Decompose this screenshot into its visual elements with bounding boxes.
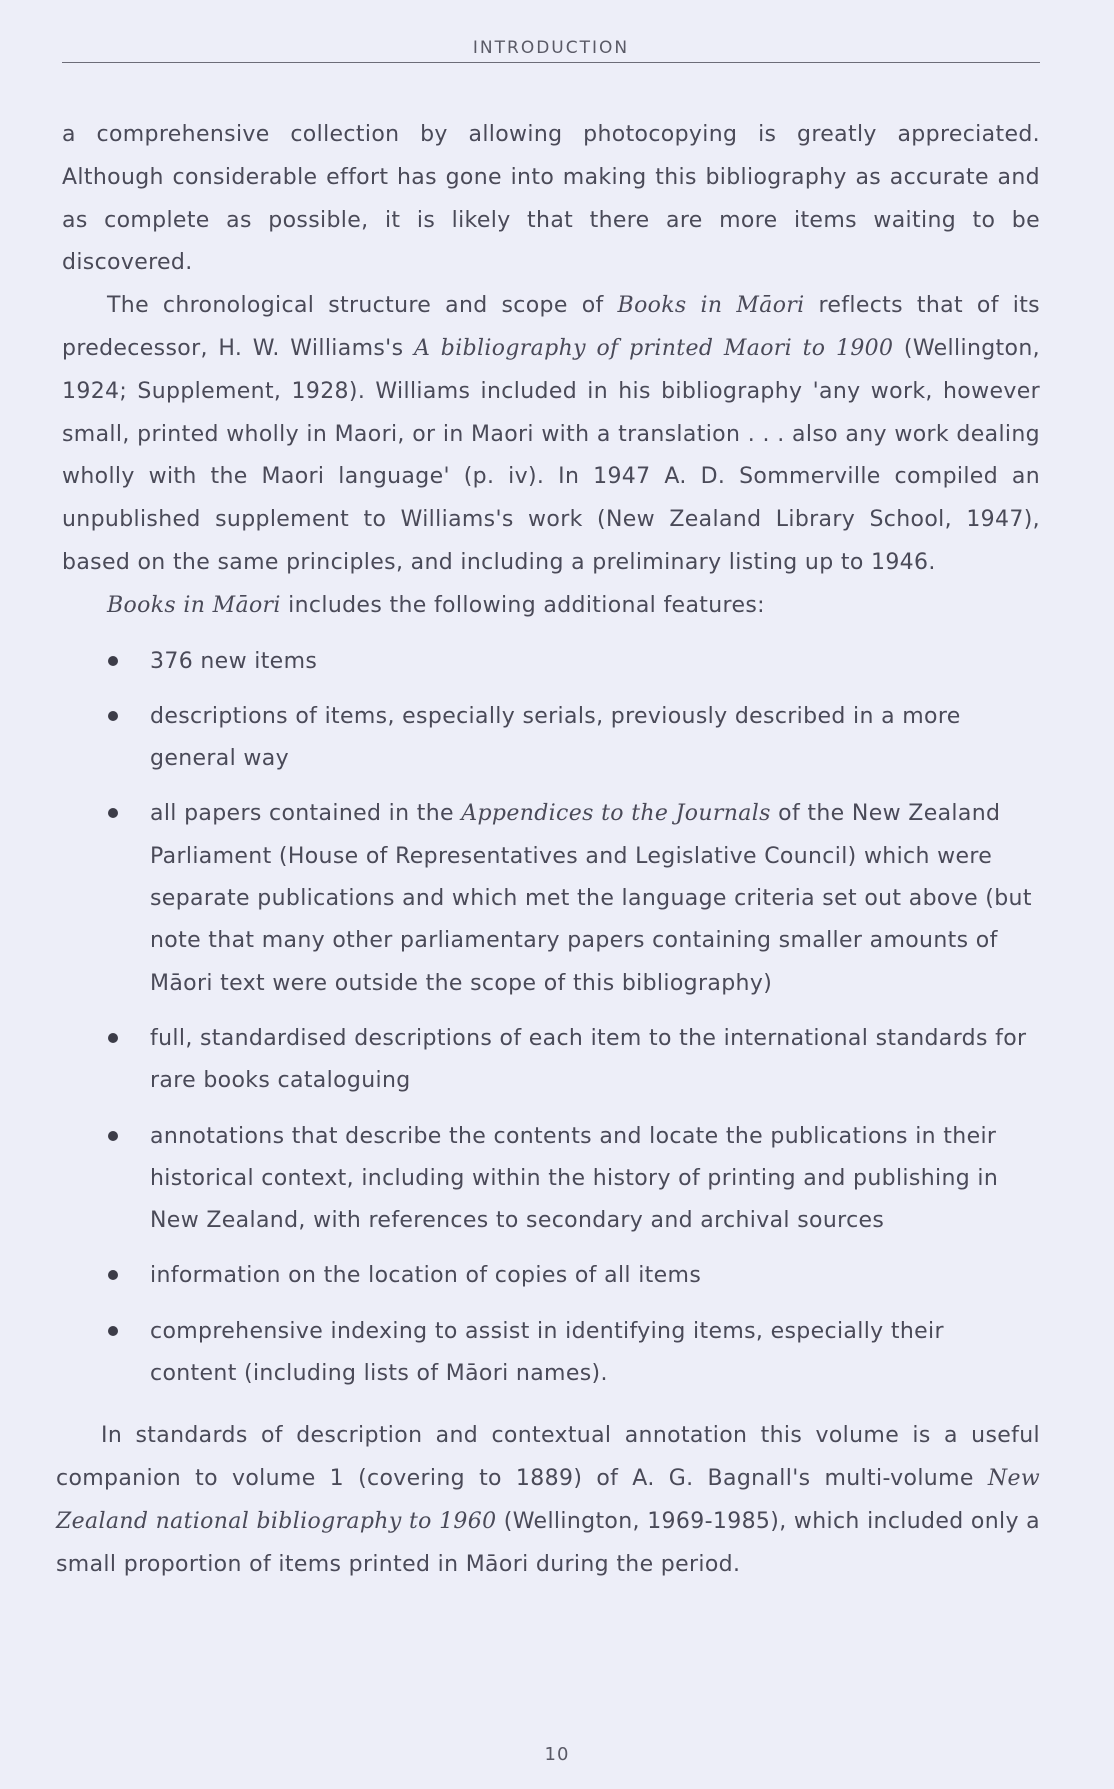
text-run: In standards of description and contextual annotation this volume is a useful companion to volume 1 (covering to 1889) of A. G. Bagnall's multi-volume xyxy=(56,1423,1040,1492)
list-item-text: full, standardised descriptions of each item to the international standards for rare books cataloguing xyxy=(150,1025,1027,1094)
text-run: reflects that of its predecessor, H. W. Williams's xyxy=(62,293,1040,361)
list-item-text: annotations that describe the contents and locate the publications in their historical context, including within the history of printing and publishing in New Zealand, with references to secondary and archival sources xyxy=(150,1123,999,1234)
list-item xyxy=(62,641,1040,683)
italic-title: A bibliography of printed Maori to 1900 xyxy=(413,335,894,361)
list-item-text: descriptions of items, especially serials, previously described in a more general way xyxy=(150,703,961,772)
paragraph-features-intro xyxy=(62,585,1040,628)
text-run: all papers contained in the xyxy=(150,801,462,827)
bullet-icon xyxy=(108,1270,118,1280)
bullet-icon xyxy=(108,711,118,721)
italic-title: Appendices to the Journals xyxy=(461,801,771,827)
italic-title: Books in Māori xyxy=(107,592,281,618)
features-list xyxy=(62,641,1040,1396)
page-number: 10 xyxy=(544,1744,570,1765)
bullet-icon xyxy=(108,1033,118,1043)
bullet-icon xyxy=(108,808,118,818)
text-run: (Wellington, 1969-1985), which included only a small proportion of items printed in Māori during the period. xyxy=(56,1508,1040,1577)
list-item-text: 376 new items xyxy=(150,648,318,674)
bullet-icon xyxy=(108,656,118,666)
text-run: The chronological structure and scope of xyxy=(107,293,618,319)
text-run: (Wellington, 1924; Supplement, 1928). Williams included in his bibliography 'any work, however small, printed wholly in Maori, or in Maori with a translation . . . also any work dealing wholly with the Maori language' (p. iv). In 1947 A. D. Sommerville compiled an unpublished supplement to Williams's work (New Zealand Library School, 1947), based on the same principles, and including a preliminary listing up to 1946. xyxy=(62,335,1040,575)
paragraph-scope xyxy=(62,285,1040,585)
running-head: INTRODUCTION xyxy=(472,38,630,58)
list-item xyxy=(62,793,1040,1004)
header-rule xyxy=(62,62,1040,63)
bullet-icon xyxy=(108,1131,118,1141)
paragraph-continuation: a comprehensive collection by allowing photocopying is greatly appreciated. Although considerable effort has gone into making this bibliography as accurate and as complete as possible, it is likely that there are more items waiting to be discovered. xyxy=(62,122,1040,276)
list-item xyxy=(62,1116,1040,1243)
list-item xyxy=(62,1255,1040,1297)
list-item xyxy=(62,696,1040,781)
list-item-text: comprehensive indexing to assist in identifying items, especially their content (including lists of Māori names). xyxy=(150,1318,944,1387)
paragraph-closing xyxy=(56,1415,1040,1586)
text-run: includes the following additional features: xyxy=(280,592,765,618)
list-item xyxy=(62,1018,1040,1103)
bullet-icon xyxy=(108,1326,118,1336)
list-item-text: information on the location of copies of all items xyxy=(150,1263,702,1289)
list-item xyxy=(62,1311,1040,1396)
text-run: of the New Zealand Parliament (House of Representatives and Legislative Council) which were separate publications and which met the language criteria set out above (but note that many other parliamentary papers containing smaller amounts of Māori text were outside the scope of this bibliography) xyxy=(150,801,1032,996)
italic-title: Books in Māori xyxy=(617,293,805,319)
italic-title: New Zealand national bibliography to 1960 xyxy=(56,1466,1040,1534)
body-text xyxy=(56,114,1040,1587)
